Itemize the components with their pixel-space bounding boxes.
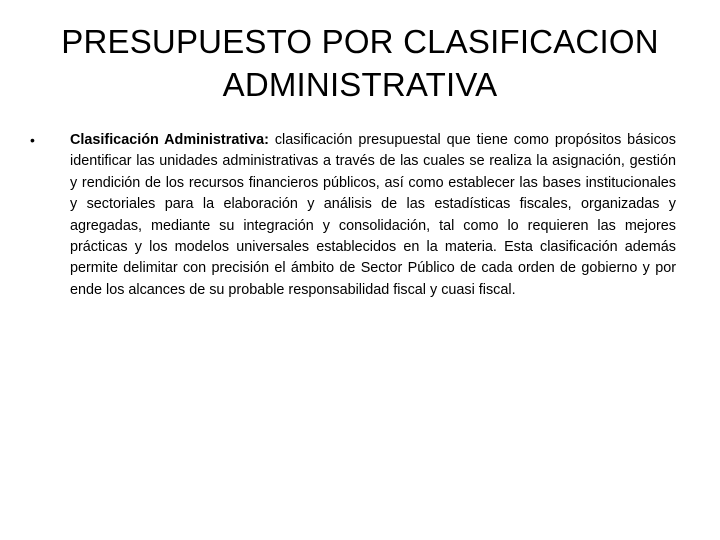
bullet-marker: • — [30, 132, 35, 148]
bullet-description: clasificación presupuestal que tiene como propósitos básicos identificar las unidades administrativas a través de las cuales se realiza la asignación, gestión y rendición de los recursos financieros públicos, así como establecer las bases institucionales y sectoriales para la elaboración y análisis de las estadísticas fiscales, organizadas y agregadas, mediante su integración y consolidación, tal como lo requieren las mejores prácticas y los modelos universales establecidos en la materia. Esta clasificación además permite delimitar con precisión el ámbito de Sector Público de cada orden de gobierno y por ende los alcances de su probable responsabilidad fiscal y cuasi fiscal. — [70, 132, 676, 298]
bullet-item — [26, 130, 676, 301]
slide-title-line-2: ADMINISTRATIVA — [222, 66, 498, 103]
slide-body — [26, 130, 676, 301]
slide-title-line-1: PRESUPUESTO POR CLASIFICACION — [61, 23, 659, 60]
slide-title — [40, 20, 680, 106]
bullet-text — [70, 130, 676, 301]
bullet-term: Clasificación Administrativa: — [70, 132, 269, 148]
